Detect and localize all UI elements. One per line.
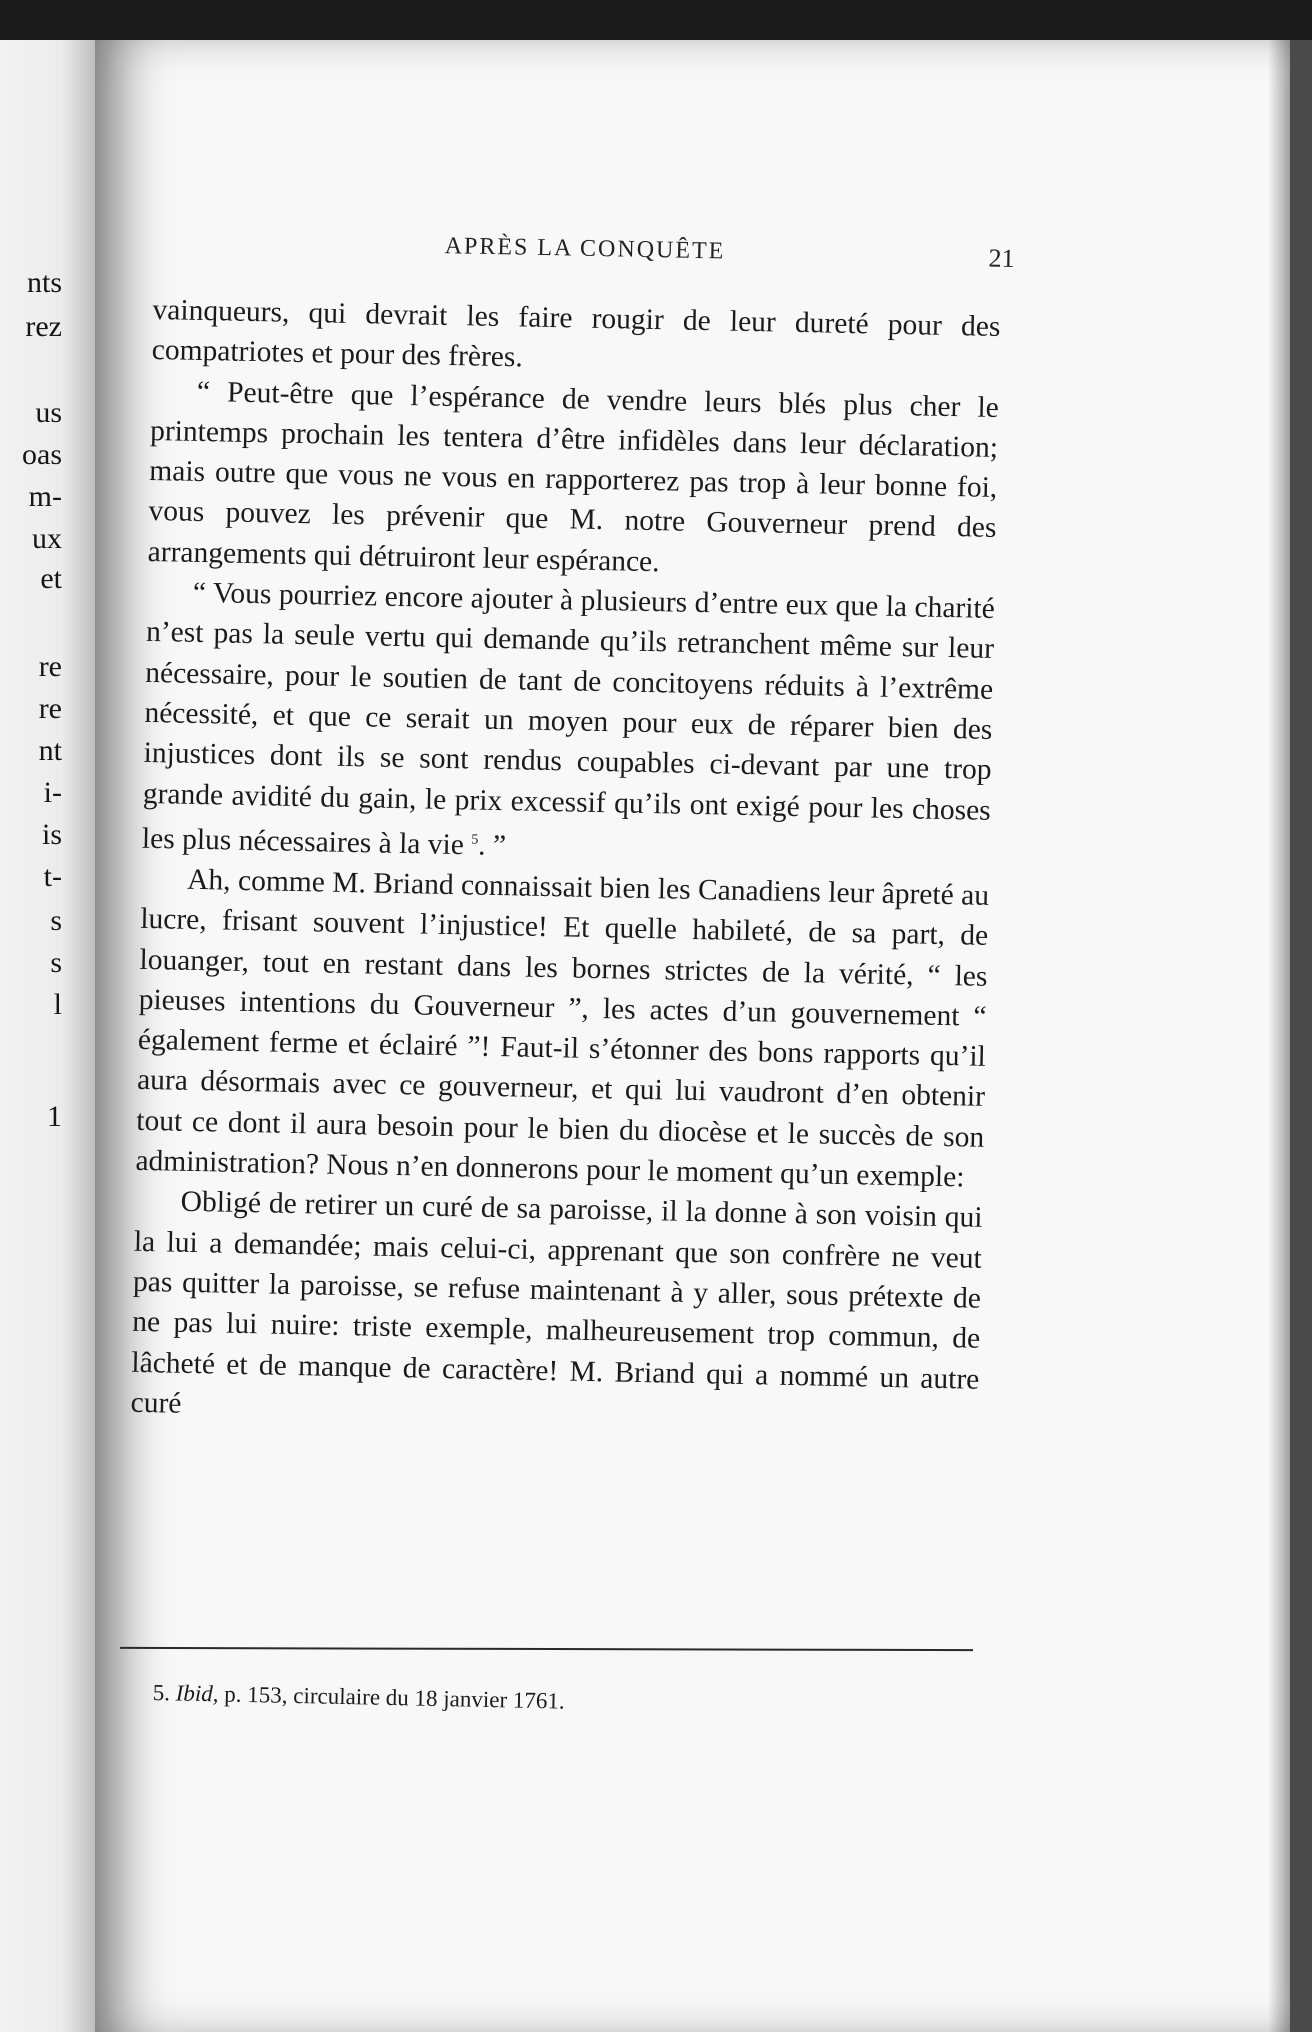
facing-page-fragment: i- [43, 776, 62, 809]
paragraph: Obligé de retirer un curé de sa paroisse, il la donne à son voisin qui la lui a demandée; mais celui-ci, apprenant que son confrère ne veut pas quitter la paroisse, se refuse maintenant à y aller, sous prétexte de ne pas lui nuire: triste exemple, malheureusement trop commun, de lâcheté et de manque de caractère! M. Briand qui a nommé un autre curé [130, 1186, 983, 1420]
facing-page-fragment: m- [28, 480, 62, 513]
paragraph: “ Peut-être que l’espérance de vendre leurs blés plus cher le printemps prochain les tentera d’être infidèles dans leur déclaration; mais outre que vous ne vous en rapporterez pas trop à leur bonne foi, vous pouvez les prévenir que M. notre Gouverneur prend des arrangements qui détruiront leur espérance. [147, 375, 1000, 578]
scan-top-border [0, 0, 1312, 44]
book-edge [1290, 40, 1312, 2032]
facing-page-fragment: nts [26, 266, 62, 299]
facing-page-fragment: re [38, 650, 62, 683]
footnote-number: 5. [152, 1680, 171, 1706]
facing-page-fragment: t- [43, 860, 62, 893]
facing-page-fragment: ux [32, 522, 62, 555]
closing-quote: . ” [477, 829, 507, 862]
facing-page-fragment: s [50, 904, 62, 937]
paragraph-text: “ Vous pourriez encore ajouter à plusieurs d’entre eux que la charité n’est pas la seule vertu qui demande qu’ils retranchent même sur leur nécessaire, pour le soutien de tant de concitoyens réduits à l’extrême nécessité, et que ce serait un moyen pour eux de réparer bien des injustices dont ils se sont rendus coupables ci-devant par une trop grande avidité du gain, le prix excessif qu’ils ont exigé pour les choses les plus nécessaires à la vie [141, 576, 996, 862]
facing-page-fragment: et [40, 562, 62, 595]
footnote-source: Ibid, [175, 1680, 219, 1707]
page-number: 21 [988, 243, 1015, 274]
running-title: APRÈS LA CONQUÊTE [444, 233, 726, 265]
facing-page-fragment: s [50, 946, 62, 979]
facing-page-fragment: l [53, 988, 62, 1021]
footnote-text: p. 153, circulaire du 18 janvier 1761. [224, 1681, 565, 1714]
facing-page-fragment: 1 [47, 1100, 62, 1133]
page-edge-shadow [1268, 40, 1290, 2032]
facing-page-fragment: rez [25, 310, 62, 343]
facing-page-fragment: re [38, 692, 62, 725]
facing-page-fragment: us [35, 396, 62, 429]
paragraph [142, 572, 996, 876]
paragraph: Ah, comme M. Briand connaissait bien les Canadiens leur âpreté au lucre, frisant souvent l’injustice! Et quelle habileté, de sa part, de louanger, tout en restant dans les bornes strictes de la vérité, “ les pieuses intentions du Gouverneur ”, les actes d’un gouvernement “ également ferme et éclairé ”! Faut-il s’étonner des bons rapports qu’il aura désormais avec ce gouverneur, et qui lui vaudront d’en obtenir tout ce dont il aura besoin pour le bien du diocèse et le succès de son administration? Nous n’en donnerons pour le moment qu’un exemple: [135, 863, 990, 1194]
paragraph: vainqueurs, qui devrait les faire rougir de leur dureté pour des compatriotes et pour des frères. [151, 293, 1001, 374]
facing-page-fragment: oas [22, 438, 62, 471]
footnote-reference: 5 [471, 832, 479, 848]
body-text [130, 290, 1001, 1440]
facing-page-fragment: is [41, 818, 62, 851]
facing-page-fragment: nt [38, 734, 62, 767]
